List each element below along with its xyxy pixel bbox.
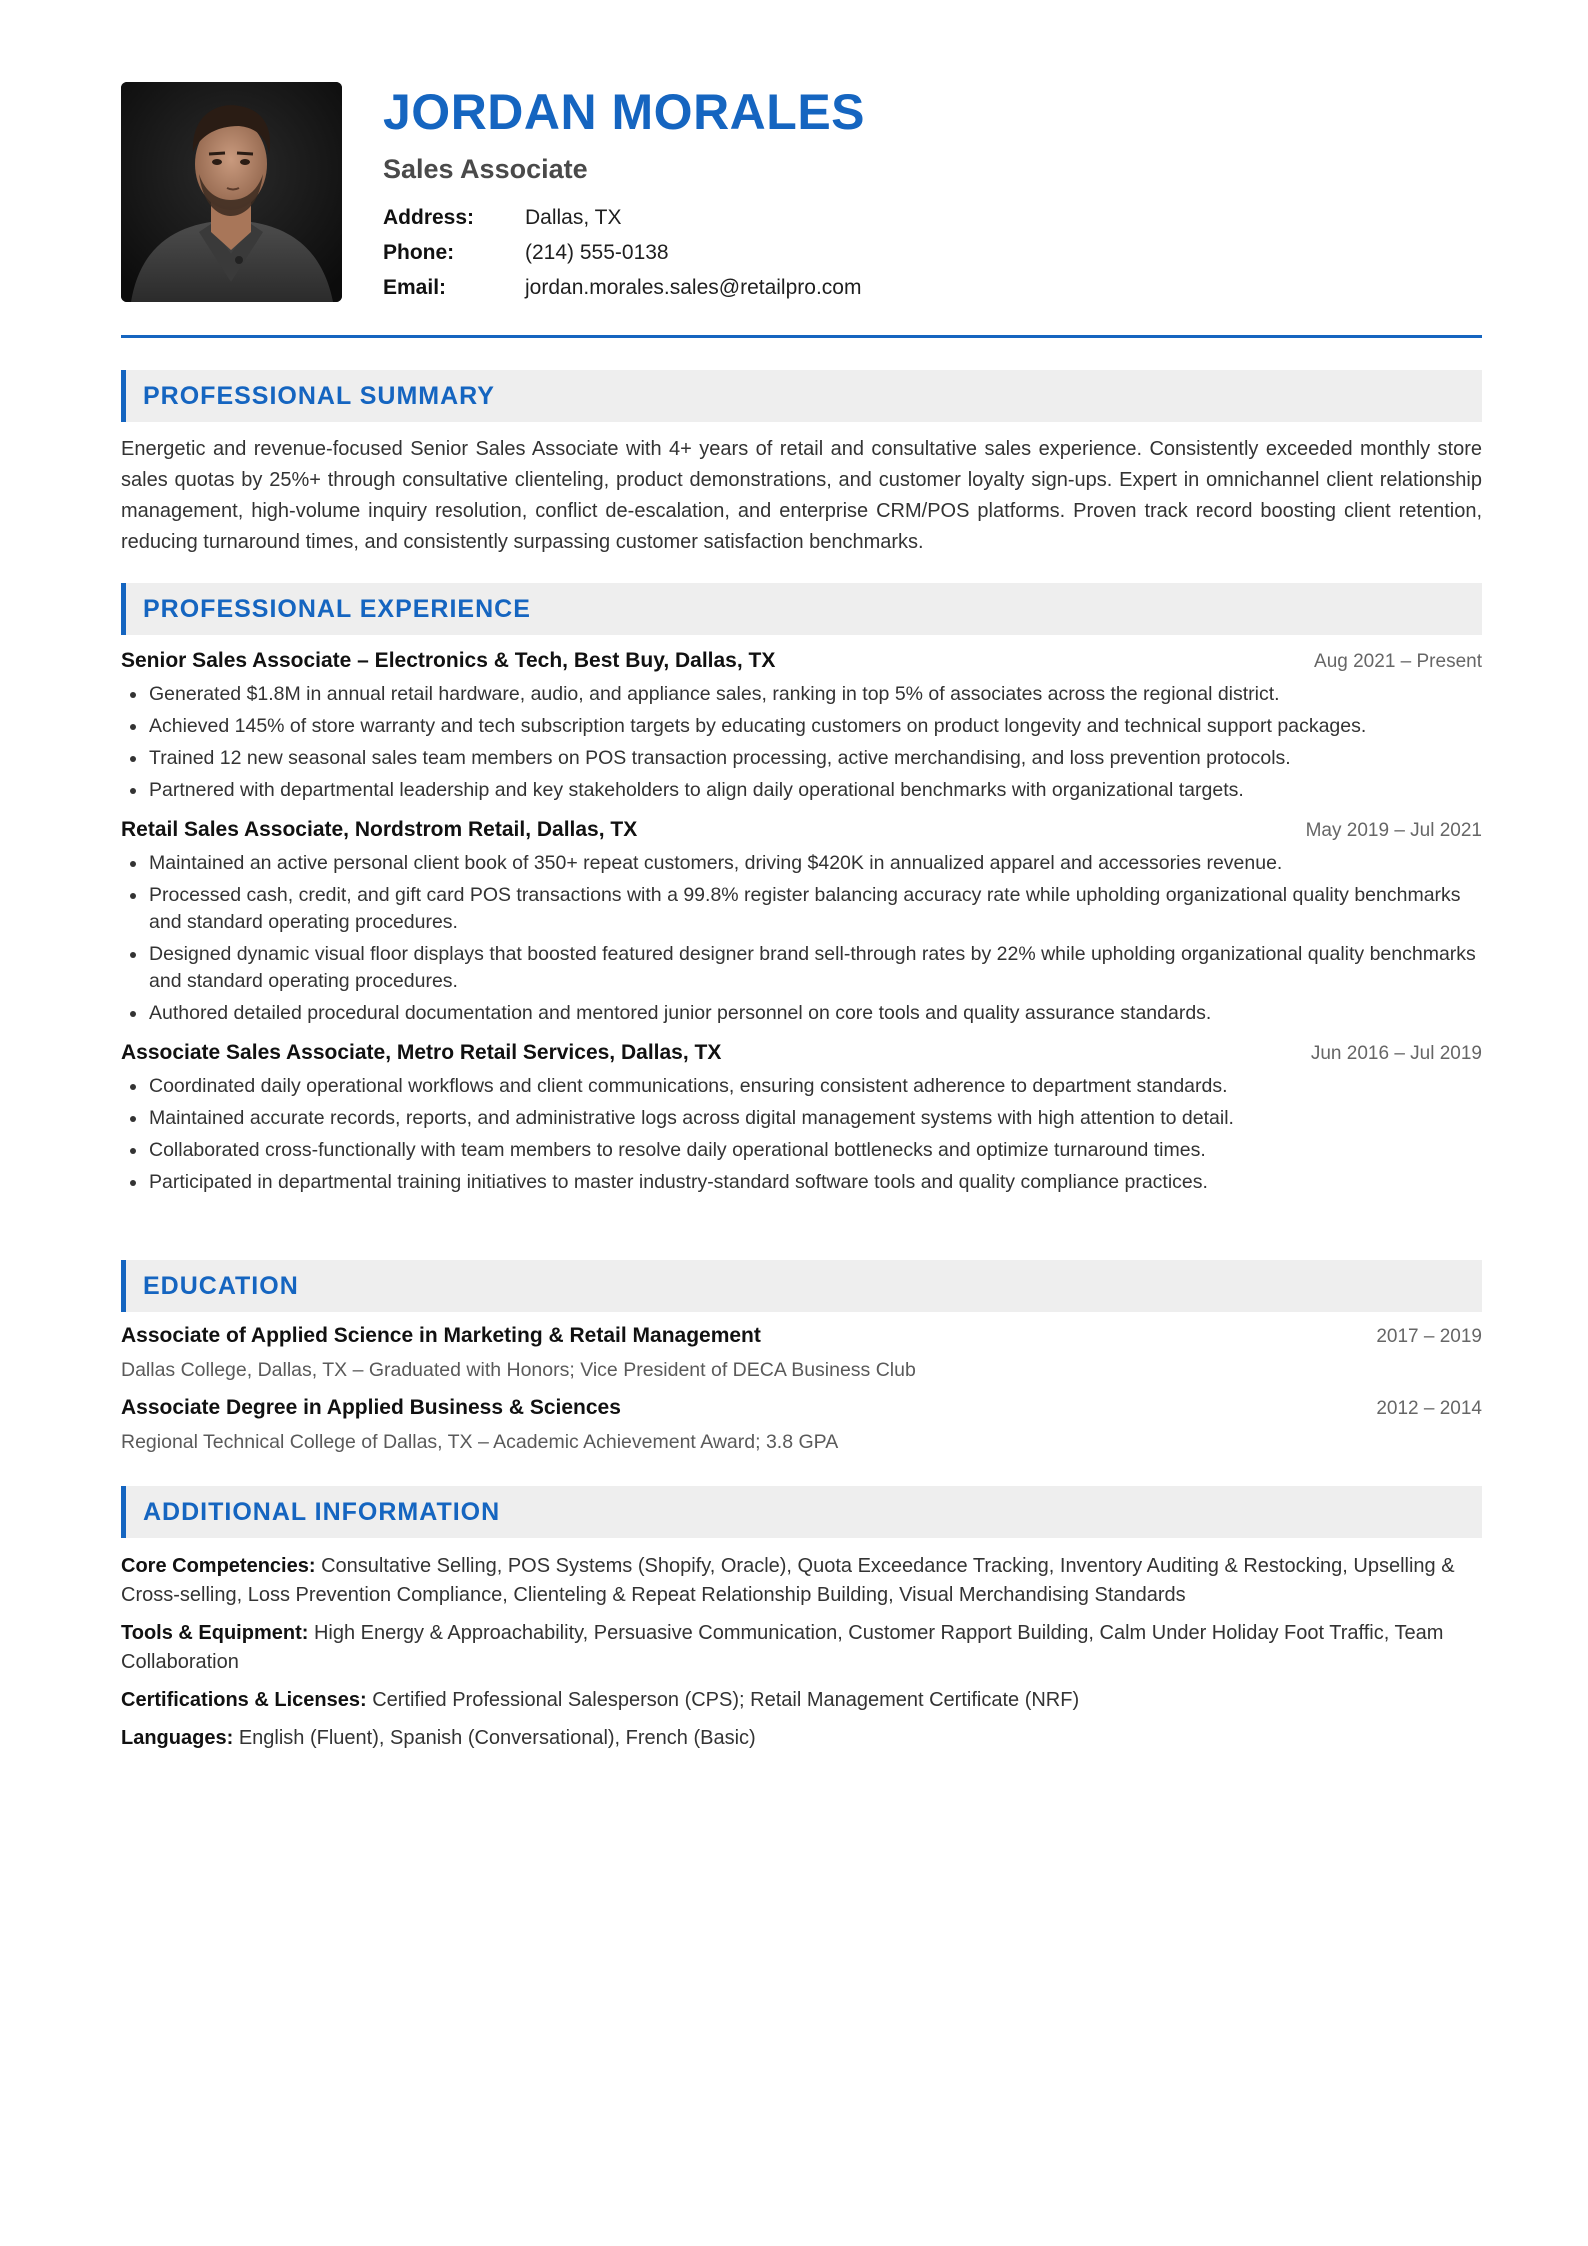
education-section (121, 1260, 1482, 1456)
section-heading-experience (121, 583, 1482, 635)
bullet-item: Partnered with departmental leadership and key stakeholders to align daily operational benchmarks with organizational targets. (149, 777, 1482, 804)
contact-value: (214) 555-0138 (525, 240, 669, 264)
bullet-item: Processed cash, credit, and gift card POS transactions with a 99.8% register balancing accuracy rate while upholding organizational quality benchmarks and standard operating procedures. (149, 882, 1482, 936)
bullet-item: Achieved 145% of store warranty and tech subscription targets by educating customers on product longevity and technical support packages. (149, 713, 1482, 740)
bullet-item: Generated $1.8M in annual retail hardware, audio, and appliance sales, ranking in top 5% of associates across the regional district. (149, 681, 1482, 708)
job-bullets (121, 681, 1482, 804)
contact-block (383, 200, 865, 305)
section-heading-education (121, 1260, 1482, 1312)
info-text: Consultative Selling, POS Systems (Shopify, Oracle), Quota Exceedance Tracking, Inventory Auditing & Restocking, Upselling & Cross-selling, Loss Prevention Compliance, Clienteling & Repeat Relationship Building, Visual Merchandising Standards (121, 1555, 1455, 1606)
bullet-item: Maintained an active personal client book of 350+ repeat customers, driving $420K in annualized apparel and accessories revenue. (149, 850, 1482, 877)
job-title: Retail Sales Associate, Nordstrom Retail, Dallas, TX (121, 818, 638, 841)
degree-title: Associate of Applied Science in Marketing & Retail Management (121, 1324, 761, 1347)
job-bullets (121, 1073, 1482, 1196)
education-entry (121, 1396, 1482, 1456)
job-entry (121, 1041, 1482, 1196)
job-dates: Jun 2016 – Jul 2019 (1310, 1043, 1482, 1064)
bullet-item: Designed dynamic visual floor displays that boosted featured designer brand sell-through rates by 22% while upholding organizational quality benchmarks and standard operating procedures. (149, 941, 1482, 995)
job-header (121, 818, 1482, 850)
job-entry (121, 649, 1482, 804)
info-label: Languages: (121, 1727, 234, 1749)
contact-label: Email: (383, 275, 447, 299)
header-text (383, 80, 865, 305)
contact-label: Address: (383, 205, 475, 229)
info-certifications (121, 1686, 1482, 1715)
header-divider (121, 335, 1482, 338)
contact-email (383, 270, 865, 305)
contact-phone (383, 235, 865, 270)
info-core-competencies (121, 1552, 1482, 1610)
degree-title: Associate Degree in Applied Business & Sciences (121, 1396, 621, 1419)
section-heading-text: PROFESSIONAL EXPERIENCE (143, 594, 531, 623)
education-detail: Dallas College, Dallas, TX – Graduated with Honors; Vice President of DECA Business Club (121, 1359, 916, 1381)
job-bullets (121, 850, 1482, 1027)
section-heading-text: PROFESSIONAL SUMMARY (143, 381, 495, 410)
additional-section (121, 1486, 1482, 1762)
info-text: English (Fluent), Spanish (Conversational), French (Basic) (238, 1727, 756, 1749)
profile-photo (121, 82, 342, 302)
bullet-item: Coordinated daily operational workflows and client communications, ensuring consistent adherence to department standards. (149, 1073, 1482, 1100)
section-heading-text: ADDITIONAL INFORMATION (143, 1497, 501, 1526)
job-entry (121, 818, 1482, 1027)
info-label: Tools & Equipment: (121, 1622, 309, 1644)
info-languages (121, 1724, 1482, 1753)
bullet-item: Maintained accurate records, reports, and administrative logs across digital management systems with high attention to detail. (149, 1105, 1482, 1132)
job-dates: May 2019 – Jul 2021 (1305, 820, 1482, 841)
section-heading-summary (121, 370, 1482, 422)
experience-section (121, 583, 1482, 1201)
info-text: High Energy & Approachability, Persuasive Communication, Customer Rapport Building, Calm Under Holiday Foot Traffic, Team Collaboration (121, 1622, 1444, 1673)
education-dates: 2017 – 2019 (1376, 1326, 1482, 1347)
education-detail: Regional Technical College of Dallas, TX – Academic Achievement Award; 3.8 GPA (121, 1431, 839, 1453)
education-header (121, 1324, 1482, 1356)
bullet-item: Authored detailed procedural documentation and mentored junior personnel on core tools and quality assurance standards. (149, 1000, 1482, 1027)
summary-section (121, 370, 1482, 558)
section-heading-additional (121, 1486, 1482, 1538)
bullet-item: Collaborated cross-functionally with team members to resolve daily operational bottlenecks and optimize turnaround times. (149, 1137, 1482, 1164)
resume-page (121, 80, 1482, 1749)
job-title: Senior Sales Associate – Electronics & Tech, Best Buy, Dallas, TX (121, 649, 776, 672)
summary-text: Energetic and revenue-focused Senior Sales Associate with 4+ years of retail and consultative sales experience. Consistently exceeded monthly store sales quotas by 25%+ through consultative clienteling, product demonstrations, and customer loyalty sign-ups. Expert in omnichannel client relationship management, high-volume inquiry resolution, conflict de-escalation, and enterprise CRM/POS platforms. Proven track record boosting client retention, reducing turnaround times, and consistently surpassing customer satisfaction benchmarks. (121, 438, 1482, 553)
education-entry (121, 1324, 1482, 1384)
contact-email-link[interactable]: jordan.morales.sales@retailpro.com (525, 275, 862, 299)
candidate-name: JORDAN MORALES (383, 84, 866, 140)
contact-label: Phone: (383, 240, 455, 264)
info-tools (121, 1619, 1482, 1677)
section-heading-text: EDUCATION (143, 1271, 299, 1300)
info-label: Core Competencies: (121, 1555, 316, 1577)
bullet-item: Trained 12 new seasonal sales team members on POS transaction processing, active merchandising, and loss prevention protocols. (149, 745, 1482, 772)
job-title: Associate Sales Associate, Metro Retail Services, Dallas, TX (121, 1041, 722, 1064)
education-header (121, 1396, 1482, 1428)
info-text: Certified Professional Salesperson (CPS); Retail Management Certificate (NRF) (372, 1689, 1080, 1711)
job-header (121, 649, 1482, 681)
job-dates: Aug 2021 – Present (1314, 651, 1482, 672)
bullet-item: Participated in departmental training initiatives to master industry-standard software tools and quality compliance practices. (149, 1169, 1482, 1196)
education-dates: 2012 – 2014 (1376, 1398, 1482, 1419)
job-header (121, 1041, 1482, 1073)
info-label: Certifications & Licenses: (121, 1689, 367, 1711)
additional-info-list (121, 1552, 1482, 1753)
contact-address (383, 200, 865, 235)
resume-header (121, 80, 1482, 302)
candidate-job-title: Sales Associate (383, 154, 588, 184)
contact-value: Dallas, TX (525, 205, 622, 229)
